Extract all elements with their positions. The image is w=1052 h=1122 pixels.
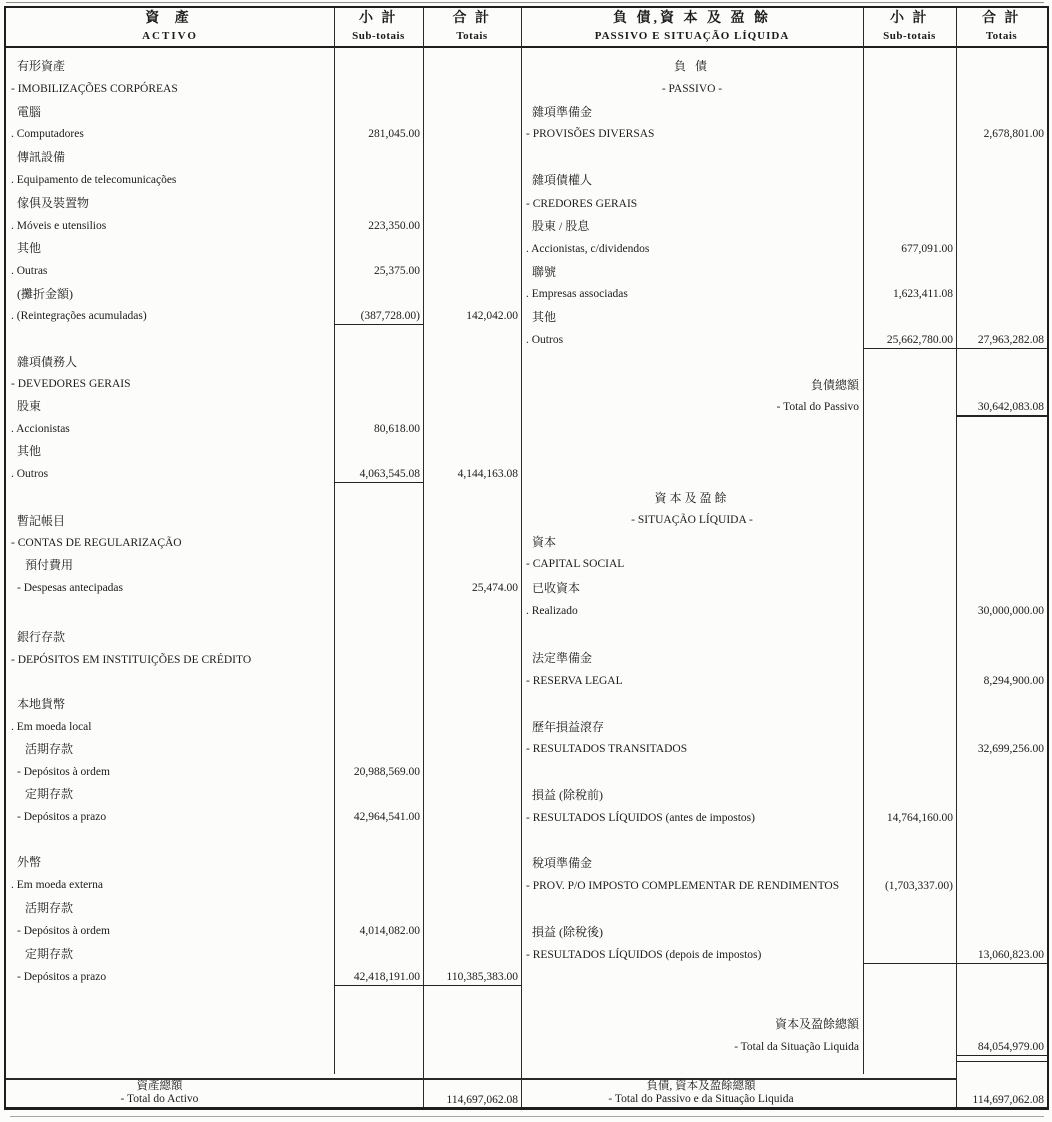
row-label: 定期存款 xyxy=(25,787,74,801)
header-left-subtotals xyxy=(334,8,423,46)
balance-sheet-table xyxy=(4,6,1049,1110)
row-label: 預付費用 xyxy=(25,558,74,572)
footer-total-liabilities-label xyxy=(521,1079,956,1107)
row-label: 股東 xyxy=(17,399,42,413)
row-label: 其他 xyxy=(17,444,42,458)
row-label: - Depósitos à ordem xyxy=(17,925,110,937)
sum-line xyxy=(863,963,1047,964)
amount-subtotal: 677,091.00 xyxy=(901,243,953,255)
sum-line xyxy=(334,985,521,986)
row-label: - PASSIVO - xyxy=(661,83,723,95)
header-right-totals xyxy=(956,8,1047,46)
sum-line xyxy=(956,1061,1047,1062)
amount-total: 110,385,383.00 xyxy=(446,971,518,983)
row-label: 其他 xyxy=(532,310,557,324)
row-label: 定期存款 xyxy=(25,947,74,961)
row-label: - Depósitos a prazo xyxy=(17,971,107,983)
header-assets-pt: ACTIVO xyxy=(142,30,198,42)
header-assets xyxy=(6,8,334,46)
header-divider-line xyxy=(6,46,1047,48)
row-label: - Depósitos à ordem xyxy=(17,766,110,778)
row-label: - DEPÓSITOS EM INSTITUIÇÕES DE CRÉDITO xyxy=(11,654,252,666)
row-label: 損益 (除稅前) xyxy=(532,788,603,802)
row-label: . Outras xyxy=(11,265,48,277)
header-liabilities-pt: PASSIVO E SITUAÇÃO LÍQUIDA xyxy=(594,30,790,42)
sum-line xyxy=(334,482,423,483)
row-label: 資本 xyxy=(532,535,557,549)
row-label: 活期存款 xyxy=(25,901,74,915)
amount-subtotal: (1,703,337.00) xyxy=(884,880,953,892)
amount-subtotal: 1,623,411.08 xyxy=(893,288,953,300)
row-label: 雜項債權人 xyxy=(532,173,593,187)
row-label: - RESULTADOS TRANSITADOS xyxy=(526,743,688,755)
sum-line xyxy=(956,415,1047,417)
header-assets-zh: 資 產 xyxy=(145,11,195,26)
footer-total-liabilities-amount: 114,697,062.08 xyxy=(972,1094,1044,1106)
row-label: 傳訊設備 xyxy=(17,150,66,164)
amount-subtotal: 42,418,191.00 xyxy=(353,971,420,983)
row-label: 外幣 xyxy=(17,855,42,869)
amount-subtotal: 223,350.00 xyxy=(368,220,420,232)
amount-total: 30,000,000.00 xyxy=(977,605,1044,617)
amount-total: 84,054,979.00 xyxy=(977,1041,1044,1053)
sum-line xyxy=(956,1055,1047,1056)
column-line-right-totals xyxy=(956,8,957,1107)
row-label: 雜項債務人 xyxy=(17,355,78,369)
header-left-totals-zh: 合 計 xyxy=(452,11,492,26)
row-label: 負 債 xyxy=(673,59,710,73)
row-label: . Empresas associadas xyxy=(526,288,628,300)
amount-subtotal: 281,045.00 xyxy=(368,128,420,140)
row-label: 暫記帳目 xyxy=(17,514,66,528)
amount-subtotal: (387,728.00) xyxy=(360,310,420,322)
column-line-middle-divider xyxy=(521,8,522,1107)
amount-subtotal: 4,063,545.08 xyxy=(359,468,420,480)
row-label: - IMOBILIZAÇÕES CORPÓREAS xyxy=(11,83,178,95)
row-label: 法定準備金 xyxy=(532,651,593,665)
amount-subtotal: 20,988,569.00 xyxy=(353,766,420,778)
header-liabilities-zh: 負 債,資 本 及 盈 餘 xyxy=(613,11,771,26)
amount-total: 13,060,823.00 xyxy=(977,949,1044,961)
scan-edge-line-top xyxy=(6,2,1044,3)
row-label: 活期存款 xyxy=(25,742,74,756)
header-right-subtotals xyxy=(863,8,956,46)
header-left-totals xyxy=(423,8,521,46)
header-right-totals-zh: 合 計 xyxy=(982,11,1021,26)
header-right-subtotals-pt: Sub-totais xyxy=(883,30,936,42)
amount-total: 142,042.00 xyxy=(466,310,518,322)
row-label: - Despesas antecipadas xyxy=(17,582,124,594)
row-label: 稅項準備金 xyxy=(532,856,593,870)
column-line-right-subtotals xyxy=(863,8,864,1074)
row-label: . Outros xyxy=(526,334,564,346)
footer-total-assets-label xyxy=(6,1079,423,1107)
amount-total: 2,678,801.00 xyxy=(983,128,1044,140)
amount-total: 30,642,083.08 xyxy=(977,401,1044,413)
row-label: . Em moeda externa xyxy=(11,879,103,891)
row-label: - PROVISÕES DIVERSAS xyxy=(526,128,655,140)
footer-total-assets-zh: 資產總額 xyxy=(136,1080,183,1092)
row-label: . (Reintegrações acumuladas) xyxy=(11,310,147,322)
row-label: 股東 / 股息 xyxy=(532,219,590,233)
row-label: . Accionistas, c/dividendos xyxy=(526,243,650,255)
header-right-totals-pt: Totais xyxy=(985,30,1018,42)
footer-total-assets-amount: 114,697,062.08 xyxy=(446,1094,518,1106)
amount-subtotal: 25,662,780.00 xyxy=(886,334,953,346)
scan-edge-line-bottom xyxy=(10,1116,1044,1117)
row-label: (攤折金額) xyxy=(17,287,73,301)
row-label: - RESULTADOS LÍQUIDOS (antes de impostos) xyxy=(526,812,755,824)
amount-total: 32,699,256.00 xyxy=(977,743,1044,755)
footer-total-liabilities-pt: - Total do Passivo e da Situação Liquida xyxy=(608,1093,794,1105)
row-label: - Total da Situação Liquida xyxy=(734,1041,859,1053)
row-label: . Em moeda local xyxy=(11,721,92,733)
header-right-subtotals-zh: 小 計 xyxy=(890,11,929,26)
footer-total-assets-pt: - Total do Activo xyxy=(120,1093,199,1105)
row-label: - PROV. P/O IMPOSTO COMPLEMENTAR DE RENDIMENTOS xyxy=(526,880,840,892)
amount-total: 25,474.00 xyxy=(472,582,518,594)
amount-subtotal: 42,964,541.00 xyxy=(353,811,420,823)
row-label: 資本及盈餘總額 xyxy=(774,1017,859,1031)
row-label: 已收資本 xyxy=(532,581,581,595)
amount-total: 8,294,900.00 xyxy=(983,675,1044,687)
header-liabilities xyxy=(521,8,863,46)
footer-total-liabilities-zh: 負債, 資本及盈餘總額 xyxy=(646,1080,756,1092)
row-label: - SITUAÇÃO LÍQUIDA - xyxy=(631,514,753,526)
row-label: 歷年損益滾存 xyxy=(532,720,605,734)
row-label: - DEVEDORES GERAIS xyxy=(11,378,131,390)
header-left-totals-pt: Totais xyxy=(456,30,488,42)
row-label: . Móveis e utensilios xyxy=(11,220,107,232)
row-label: . Accionistas xyxy=(11,423,70,435)
row-label: - CONTAS DE REGULARIZAÇÃO xyxy=(11,537,182,549)
amount-subtotal: 80,618.00 xyxy=(374,423,420,435)
row-label: 聯號 xyxy=(532,265,557,279)
row-label: - Depósitos a prazo xyxy=(17,811,107,823)
header-left-subtotals-pt: Sub-totais xyxy=(352,30,405,42)
row-label: 電腦 xyxy=(17,105,42,119)
amount-total: 27,963,282.08 xyxy=(977,334,1044,346)
header-left-subtotals-zh: 小 計 xyxy=(359,11,398,26)
row-label: 其他 xyxy=(17,241,42,255)
amount-subtotal: 4,014,082.00 xyxy=(359,925,420,937)
row-label: 損益 (除稅後) xyxy=(532,925,603,939)
row-label: 傢俱及裝置物 xyxy=(17,196,90,210)
amount-subtotal: 14,764,160.00 xyxy=(886,812,953,824)
amount-subtotal: 25,375.00 xyxy=(374,265,420,277)
row-label: . Realizado xyxy=(526,605,578,617)
sum-line xyxy=(334,324,423,325)
row-label: - CREDORES GERAIS xyxy=(526,198,638,210)
row-label: 雜項準備金 xyxy=(532,105,593,119)
row-label: 有形資產 xyxy=(17,59,66,73)
row-label: 資本及盈餘 xyxy=(654,491,730,505)
sum-line xyxy=(863,348,1047,349)
row-label: . Computadores xyxy=(11,128,84,140)
row-label: 負債總額 xyxy=(810,378,859,392)
column-line-left-subtotals xyxy=(334,8,335,1074)
row-label: - CAPITAL SOCIAL xyxy=(526,558,625,570)
row-label: 銀行存款 xyxy=(17,630,66,644)
row-label: - RESULTADOS LÍQUIDOS (depois de impostos) xyxy=(526,949,762,961)
row-label: - Total do Passivo xyxy=(776,401,859,413)
row-label: 本地貨幣 xyxy=(17,697,66,711)
row-label: . Outros xyxy=(11,468,49,480)
amount-total: 4,144,163.08 xyxy=(457,468,518,480)
row-label: - RESERVA LEGAL xyxy=(526,675,623,687)
column-line-left-totals xyxy=(423,8,424,1107)
row-label: . Equipamento de telecomunicações xyxy=(11,174,177,186)
